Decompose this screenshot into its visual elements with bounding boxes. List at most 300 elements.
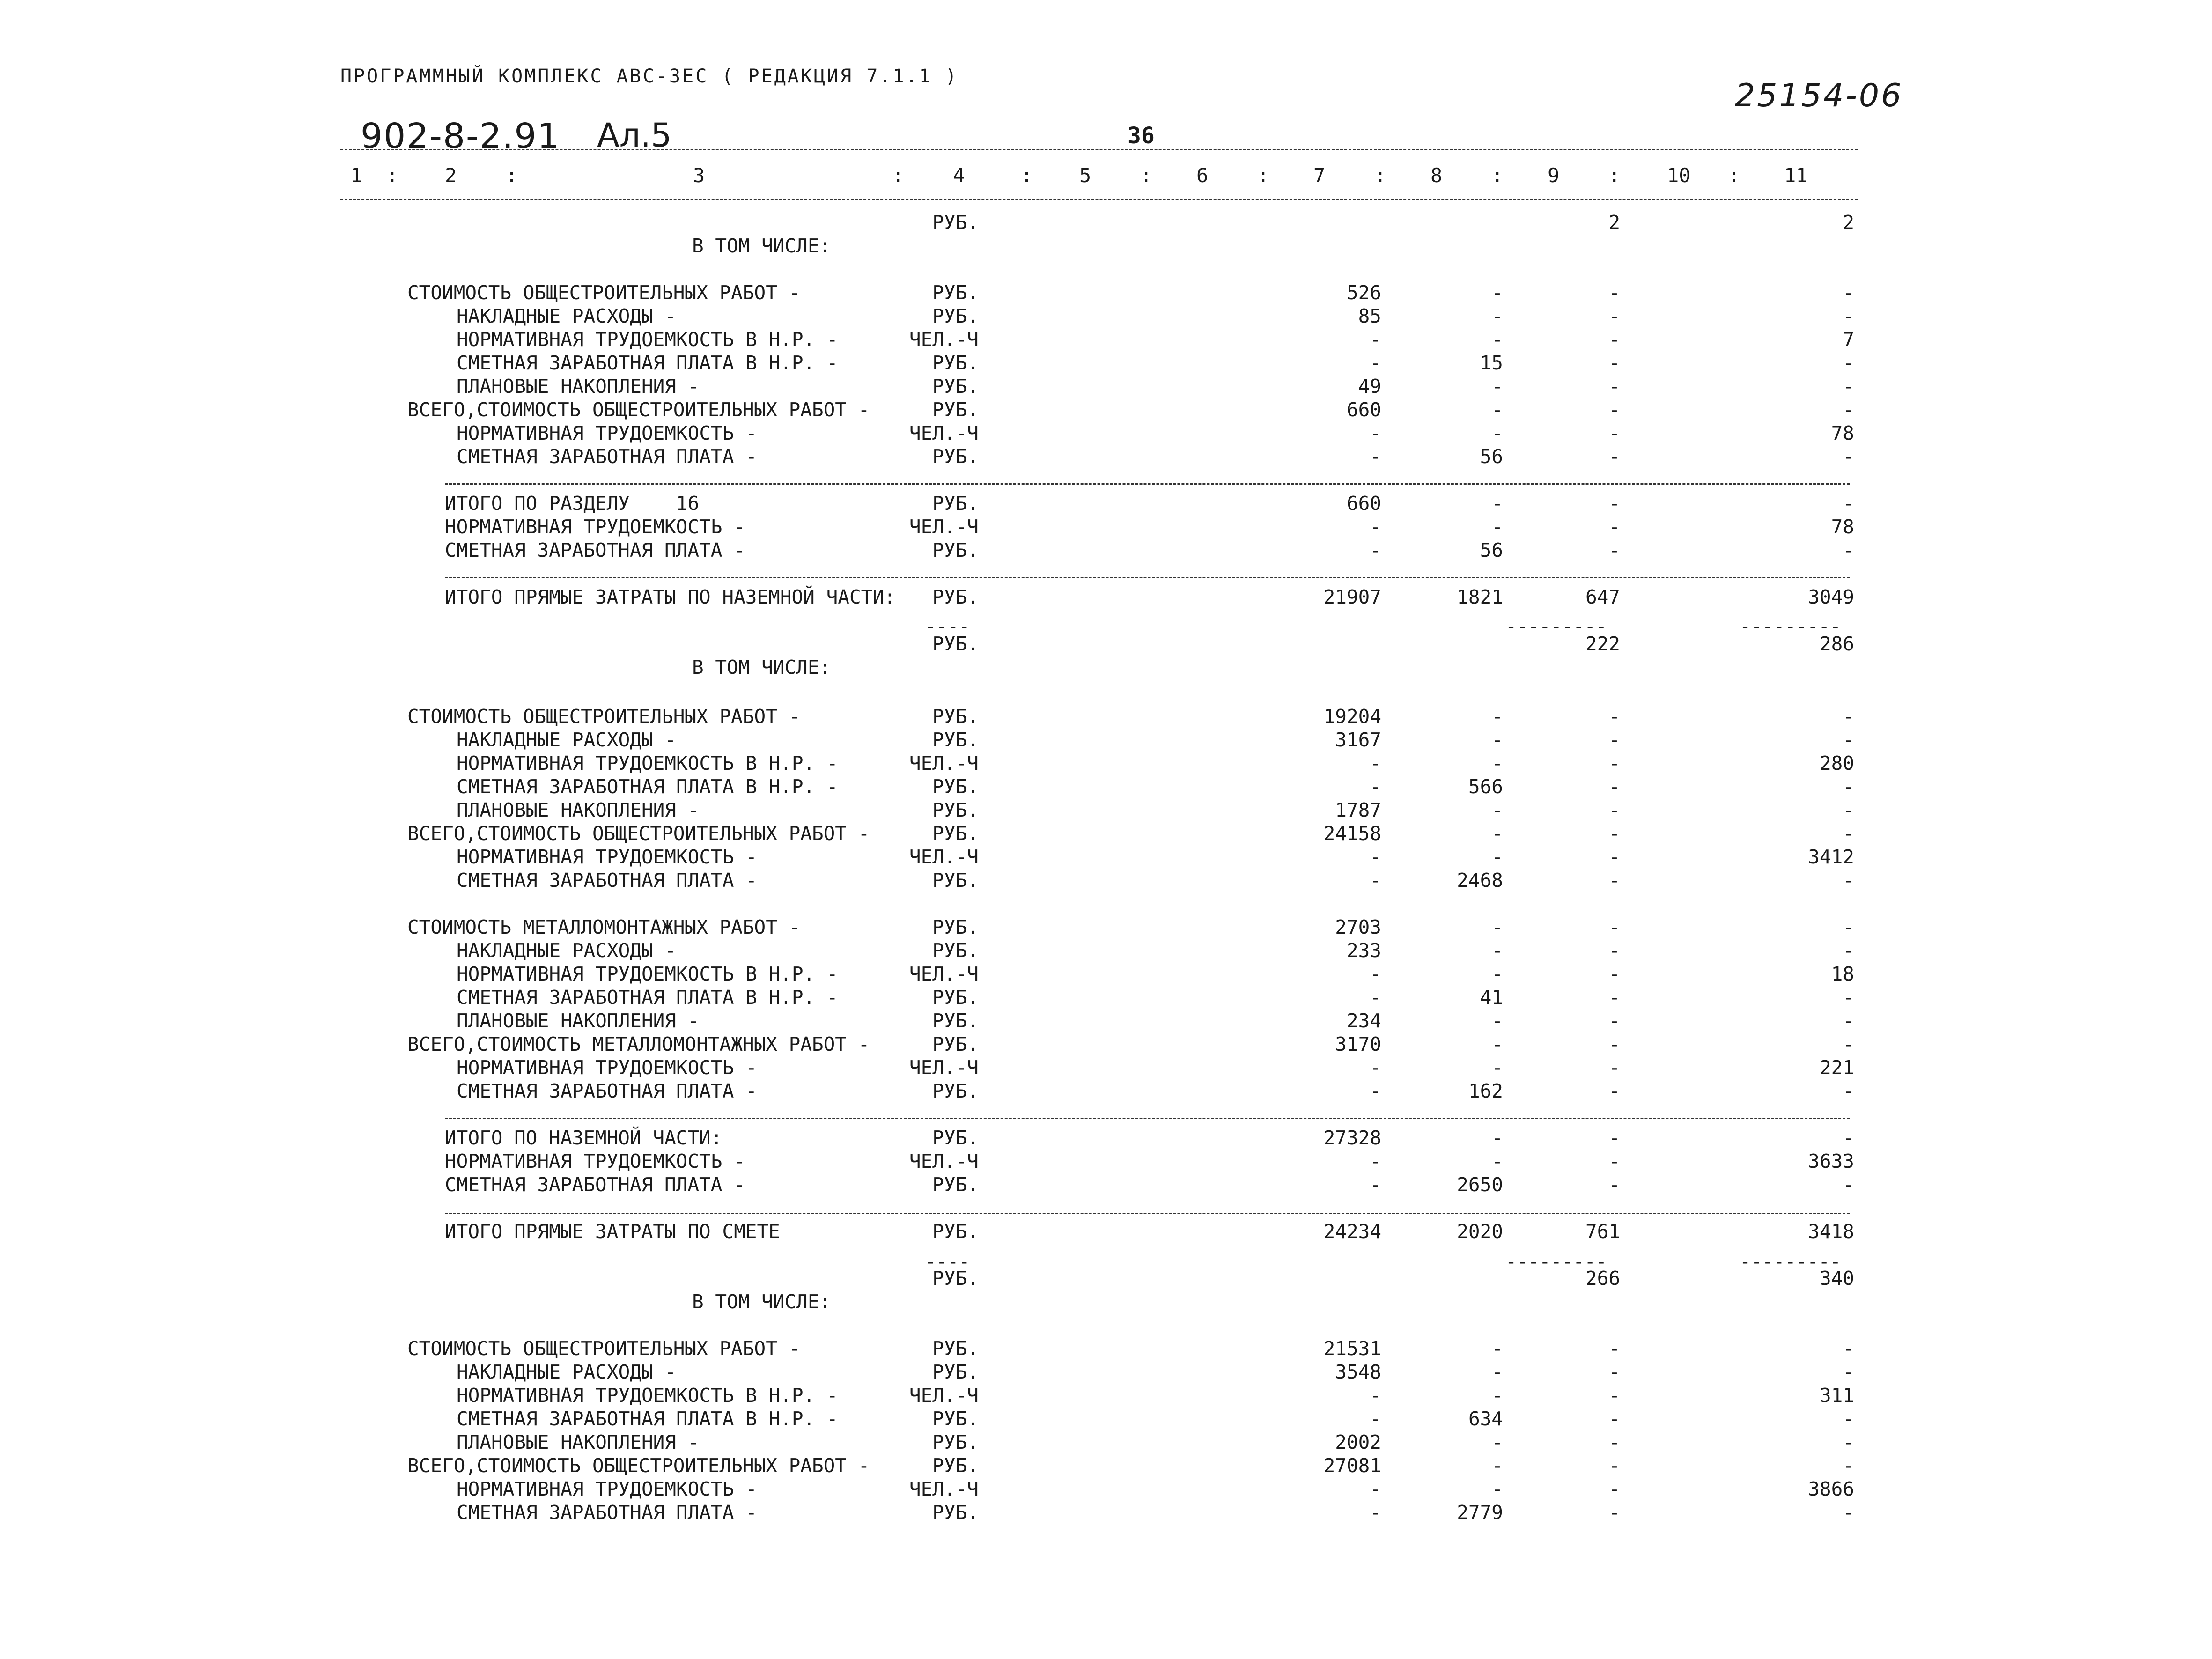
table-row bbox=[0, 281, 2212, 304]
colsep: : bbox=[1021, 164, 1033, 187]
top-rule bbox=[340, 149, 1858, 150]
col11-cell: - bbox=[1843, 305, 1854, 327]
col8-cell: - bbox=[1491, 822, 1503, 845]
table-row bbox=[0, 515, 2212, 538]
sum-underline-col9: --------- bbox=[1505, 1251, 1607, 1273]
table-row bbox=[0, 445, 2212, 468]
col9-cell: - bbox=[1608, 352, 1620, 374]
table-row bbox=[0, 398, 2212, 421]
row-label: НАКЛАДНЫЕ РАСХОДЫ - bbox=[457, 939, 676, 962]
col11-cell: - bbox=[1843, 1173, 1854, 1196]
colsep: : bbox=[1728, 164, 1740, 187]
row-label: ПЛАНОВЫЕ НАКОПЛЕНИЯ - bbox=[457, 799, 700, 821]
row-label: ВСЕГО,СТОИМОСТЬ ОБЩЕСТРОИТЕЛЬНЫХ РАБОТ - bbox=[407, 822, 870, 845]
col11-cell: - bbox=[1843, 375, 1854, 398]
table-row bbox=[0, 775, 2212, 798]
row-label: ИТОГО ПРЯМЫЕ ЗАТРАТЫ ПО НАЗЕМНОЙ ЧАСТИ: bbox=[445, 586, 896, 608]
row-label: НАКЛАДНЫЕ РАСХОДЫ - bbox=[457, 729, 676, 751]
col7-cell: - bbox=[1370, 986, 1381, 1009]
col11-cell: - bbox=[1843, 398, 1854, 421]
unit-cell: РУБ. bbox=[932, 1337, 979, 1360]
col11-cell: - bbox=[1843, 869, 1854, 892]
row-label: СТОИМОСТЬ МЕТАЛЛОМОНТАЖНЫХ РАБОТ - bbox=[407, 916, 801, 938]
col11-cell: - bbox=[1843, 281, 1854, 304]
col7-cell: - bbox=[1370, 752, 1381, 774]
col7-cell: 3170 bbox=[1335, 1033, 1381, 1055]
unit-cell: РУБ. bbox=[932, 586, 979, 608]
table-row bbox=[0, 1407, 2212, 1430]
unit-cell: РУБ. bbox=[932, 1220, 979, 1243]
row-label: НОРМАТИВНАЯ ТРУДОЕМКОСТЬ В Н.Р. - bbox=[457, 1384, 838, 1407]
unit-cell: ЧЕЛ.-Ч bbox=[909, 963, 979, 985]
section-rule bbox=[445, 577, 1850, 578]
col7-cell: 234 bbox=[1346, 1010, 1381, 1032]
section-rule bbox=[445, 483, 1850, 485]
col9-cell: - bbox=[1608, 939, 1620, 962]
col8-cell: - bbox=[1491, 375, 1503, 398]
unit-cell: РУБ. bbox=[932, 705, 979, 728]
col9-cell: - bbox=[1608, 1408, 1620, 1430]
col9-cell: - bbox=[1608, 445, 1620, 468]
unit-cell: ЧЕЛ.-Ч bbox=[909, 516, 979, 538]
unit-cell: РУБ. bbox=[932, 1267, 979, 1290]
col8-cell: 2468 bbox=[1457, 869, 1503, 892]
row-label: СМЕТНАЯ ЗАРАБОТНАЯ ПЛАТА - bbox=[457, 869, 757, 892]
col7-cell: 24158 bbox=[1323, 822, 1381, 845]
col8-cell: 162 bbox=[1468, 1080, 1503, 1102]
col11-cell: - bbox=[1843, 492, 1854, 515]
col8-cell: - bbox=[1491, 328, 1503, 351]
unit-cell: РУБ. bbox=[932, 1010, 979, 1032]
col7-cell: 27081 bbox=[1323, 1454, 1381, 1477]
col7-cell: - bbox=[1370, 445, 1381, 468]
col7-cell: 21907 bbox=[1323, 586, 1381, 608]
col9-cell: - bbox=[1608, 375, 1620, 398]
table-row bbox=[0, 1009, 2212, 1032]
table-row bbox=[0, 1337, 2212, 1360]
col8-cell: - bbox=[1491, 963, 1503, 985]
col7-cell: - bbox=[1370, 328, 1381, 351]
unit-cell: РУБ. bbox=[932, 916, 979, 938]
col7-cell: - bbox=[1370, 869, 1381, 892]
col7-cell: - bbox=[1370, 352, 1381, 374]
col11-cell: 3412 bbox=[1808, 846, 1854, 868]
col8-cell: 566 bbox=[1468, 775, 1503, 798]
row-label: НОРМАТИВНАЯ ТРУДОЕМКОСТЬ - bbox=[457, 1478, 757, 1500]
unit-cell: РУБ. bbox=[932, 352, 979, 374]
unit-cell: РУБ. bbox=[932, 1408, 979, 1430]
col8-cell: - bbox=[1491, 916, 1503, 938]
col7-cell: 660 bbox=[1346, 398, 1381, 421]
col11-cell: 78 bbox=[1831, 422, 1854, 444]
colnum-9: 9 bbox=[1548, 164, 1560, 187]
unit-underline: ---- bbox=[925, 1251, 970, 1273]
col9-cell: - bbox=[1608, 1056, 1620, 1079]
row-label: В ТОМ ЧИСЛЕ: bbox=[692, 235, 831, 257]
col11-cell: 221 bbox=[1819, 1056, 1854, 1079]
col7-cell: 27328 bbox=[1323, 1127, 1381, 1149]
table-row bbox=[0, 375, 2212, 398]
table-row bbox=[0, 211, 2212, 234]
row-label: НОРМАТИВНАЯ ТРУДОЕМКОСТЬ В Н.Р. - bbox=[457, 328, 838, 351]
row-label: ИТОГО ПО НАЗЕМНОЙ ЧАСТИ: bbox=[445, 1127, 723, 1149]
col7-cell: - bbox=[1370, 1173, 1381, 1196]
col11-cell: - bbox=[1843, 1501, 1854, 1524]
table-row bbox=[0, 1290, 2212, 1313]
colsep: : bbox=[1140, 164, 1152, 187]
row-label: ПЛАНОВЫЕ НАКОПЛЕНИЯ - bbox=[457, 375, 700, 398]
col9-cell: - bbox=[1608, 869, 1620, 892]
row-label: СМЕТНАЯ ЗАРАБОТНАЯ ПЛАТА В Н.Р. - bbox=[457, 986, 838, 1009]
unit-cell: РУБ. bbox=[932, 1173, 979, 1196]
col11-cell: - bbox=[1843, 445, 1854, 468]
col11-cell: 3418 bbox=[1808, 1220, 1854, 1243]
col7-cell: - bbox=[1370, 516, 1381, 538]
row-label: СМЕТНАЯ ЗАРАБОТНАЯ ПЛАТА - bbox=[445, 1173, 745, 1196]
col9-cell: - bbox=[1608, 492, 1620, 515]
row-label: ВСЕГО,СТОИМОСТЬ МЕТАЛЛОМОНТАЖНЫХ РАБОТ - bbox=[407, 1033, 870, 1055]
sum-underline-col11: --------- bbox=[1740, 1251, 1841, 1273]
table-row bbox=[0, 705, 2212, 728]
col9-cell: - bbox=[1608, 963, 1620, 985]
table-row bbox=[0, 962, 2212, 986]
unit-cell: РУБ. bbox=[932, 822, 979, 845]
table-row bbox=[0, 1220, 2212, 1243]
row-label: НОРМАТИВНАЯ ТРУДОЕМКОСТЬ - bbox=[457, 846, 757, 868]
table-row bbox=[0, 1384, 2212, 1407]
col7-cell: - bbox=[1370, 1056, 1381, 1079]
col9-cell: - bbox=[1608, 422, 1620, 444]
table-row bbox=[0, 752, 2212, 775]
col9-cell: - bbox=[1608, 1501, 1620, 1524]
col11-cell: - bbox=[1843, 1033, 1854, 1055]
col9-cell: - bbox=[1608, 1384, 1620, 1407]
unit-cell: РУБ. bbox=[932, 1080, 979, 1102]
col11-cell: - bbox=[1843, 705, 1854, 728]
row-label: НОРМАТИВНАЯ ТРУДОЕМКОСТЬ В Н.Р. - bbox=[457, 752, 838, 774]
col9-cell: - bbox=[1608, 281, 1620, 304]
unit-cell: ЧЕЛ.-Ч bbox=[909, 328, 979, 351]
row-label: НОРМАТИВНАЯ ТРУДОЕМКОСТЬ - bbox=[457, 1056, 757, 1079]
row-label: СТОИМОСТЬ ОБЩЕСТРОИТЕЛЬНЫХ РАБОТ - bbox=[407, 1337, 801, 1360]
header-rule bbox=[340, 199, 1858, 200]
colsep: : bbox=[1257, 164, 1269, 187]
colnum-6: 6 bbox=[1196, 164, 1209, 187]
col8-cell: 15 bbox=[1480, 352, 1503, 374]
col11-cell: - bbox=[1843, 729, 1854, 751]
col11-cell: - bbox=[1843, 822, 1854, 845]
col8-cell: - bbox=[1491, 1127, 1503, 1149]
table-row bbox=[0, 234, 2212, 258]
table-row bbox=[0, 1454, 2212, 1477]
colnum-10: 10 bbox=[1667, 164, 1691, 187]
col7-cell: 21531 bbox=[1323, 1337, 1381, 1360]
col8-cell: - bbox=[1491, 846, 1503, 868]
row-label: ИТОГО ПРЯМЫЕ ЗАТРАТЫ ПО СМЕТЕ bbox=[445, 1220, 780, 1243]
col9-cell: 266 bbox=[1585, 1267, 1620, 1290]
col8-cell: - bbox=[1491, 1384, 1503, 1407]
col9-cell: - bbox=[1608, 986, 1620, 1009]
col9-cell: - bbox=[1608, 799, 1620, 821]
unit-cell: РУБ. bbox=[932, 869, 979, 892]
colsep: : bbox=[1491, 164, 1504, 187]
table-row bbox=[0, 1032, 2212, 1056]
table-row bbox=[0, 1126, 2212, 1150]
col9-cell: - bbox=[1608, 775, 1620, 798]
row-label: НОРМАТИВНАЯ ТРУДОЕМКОСТЬ - bbox=[457, 422, 757, 444]
sum-underline-col11: --------- bbox=[1740, 616, 1841, 637]
colnum-1: 1 bbox=[350, 164, 362, 187]
col11-cell: - bbox=[1843, 916, 1854, 938]
col8-cell: - bbox=[1491, 1033, 1503, 1055]
row-label: СМЕТНАЯ ЗАРАБОТНАЯ ПЛАТА - bbox=[445, 539, 745, 561]
col7-cell: - bbox=[1370, 963, 1381, 985]
col8-cell: - bbox=[1491, 305, 1503, 327]
unit-cell: РУБ. bbox=[932, 445, 979, 468]
row-label: В ТОМ ЧИСЛЕ: bbox=[692, 656, 831, 678]
col7-cell: 3167 bbox=[1335, 729, 1381, 751]
unit-cell: ЧЕЛ.-Ч bbox=[909, 1150, 979, 1172]
table-row bbox=[0, 728, 2212, 752]
col7-cell: - bbox=[1370, 1478, 1381, 1500]
unit-underline: ---- bbox=[925, 616, 970, 637]
row-label: ПЛАНОВЫЕ НАКОПЛЕНИЯ - bbox=[457, 1431, 700, 1453]
colnum-3: 3 bbox=[693, 164, 705, 187]
col11-cell: 340 bbox=[1819, 1267, 1854, 1290]
table-row bbox=[0, 492, 2212, 515]
row-label: НАКЛАДНЫЕ РАСХОДЫ - bbox=[457, 1361, 676, 1383]
table-row bbox=[0, 421, 2212, 445]
unit-cell: РУБ. bbox=[932, 1361, 979, 1383]
col8-cell: 2650 bbox=[1457, 1173, 1503, 1196]
col11-cell: 280 bbox=[1819, 752, 1854, 774]
col7-cell: - bbox=[1370, 775, 1381, 798]
col7-cell: 19204 bbox=[1323, 705, 1381, 728]
table-row bbox=[0, 1173, 2212, 1196]
row-label: В ТОМ ЧИСЛЕ: bbox=[692, 1290, 831, 1313]
colsep: : bbox=[386, 164, 398, 187]
col8-cell: - bbox=[1491, 939, 1503, 962]
table-row bbox=[0, 798, 2212, 822]
unit-cell: РУБ. bbox=[932, 398, 979, 421]
colnum-5: 5 bbox=[1079, 164, 1091, 187]
col8-cell: 2020 bbox=[1457, 1220, 1503, 1243]
colsep: : bbox=[1608, 164, 1621, 187]
col8-cell: - bbox=[1491, 1478, 1503, 1500]
row-label: ВСЕГО,СТОИМОСТЬ ОБЩЕСТРОИТЕЛЬНЫХ РАБОТ - bbox=[407, 1454, 870, 1477]
colnum-8: 8 bbox=[1430, 164, 1443, 187]
table-row bbox=[0, 1501, 2212, 1524]
row-label: ВСЕГО,СТОИМОСТЬ ОБЩЕСТРОИТЕЛЬНЫХ РАБОТ - bbox=[407, 398, 870, 421]
table-row bbox=[0, 304, 2212, 328]
col8-cell: - bbox=[1491, 705, 1503, 728]
program-title: ПРОГРАММНЫЙ КОМПЛЕКС АВС-3ЕС ( РЕДАКЦИЯ 7.1.1 ) bbox=[340, 66, 959, 87]
col8-cell: - bbox=[1491, 516, 1503, 538]
col11-cell: - bbox=[1843, 1431, 1854, 1453]
col9-cell: - bbox=[1608, 705, 1620, 728]
table-row bbox=[0, 632, 2212, 656]
col9-cell: - bbox=[1608, 1033, 1620, 1055]
col11-cell: - bbox=[1843, 539, 1854, 561]
table-row bbox=[0, 1360, 2212, 1384]
table-row bbox=[0, 869, 2212, 892]
section-rule bbox=[445, 1118, 1850, 1119]
col7-cell: - bbox=[1370, 846, 1381, 868]
col7-cell: - bbox=[1370, 1080, 1381, 1102]
unit-cell: ЧЕЛ.-Ч bbox=[909, 1384, 979, 1407]
col9-cell: 761 bbox=[1585, 1220, 1620, 1243]
col11-cell: 3049 bbox=[1808, 586, 1854, 608]
table-row bbox=[0, 585, 2212, 609]
col11-cell: - bbox=[1843, 799, 1854, 821]
col11-cell: - bbox=[1843, 775, 1854, 798]
unit-cell: РУБ. bbox=[932, 539, 979, 561]
unit-cell: РУБ. bbox=[932, 375, 979, 398]
col8-cell: - bbox=[1491, 492, 1503, 515]
unit-cell: ЧЕЛ.-Ч bbox=[909, 752, 979, 774]
col8-cell: 634 bbox=[1468, 1408, 1503, 1430]
colsep: : bbox=[1374, 164, 1386, 187]
row-label: СМЕТНАЯ ЗАРАБОТНАЯ ПЛАТА - bbox=[457, 1501, 757, 1524]
col8-cell: - bbox=[1491, 1010, 1503, 1032]
col9-cell: - bbox=[1608, 1454, 1620, 1477]
unit-cell: РУБ. bbox=[932, 1033, 979, 1055]
col11-cell: - bbox=[1843, 939, 1854, 962]
unit-cell: РУБ. bbox=[932, 1431, 979, 1453]
col9-cell: - bbox=[1608, 1337, 1620, 1360]
col7-cell: - bbox=[1370, 422, 1381, 444]
row-label: НОРМАТИВНАЯ ТРУДОЕМКОСТЬ - bbox=[445, 516, 745, 538]
col11-cell: 3633 bbox=[1808, 1150, 1854, 1172]
col9-cell: - bbox=[1608, 916, 1620, 938]
col7-cell: - bbox=[1370, 1150, 1381, 1172]
col9-cell: - bbox=[1608, 539, 1620, 561]
unit-cell: ЧЕЛ.-Ч bbox=[909, 1478, 979, 1500]
row-label: НАКЛАДНЫЕ РАСХОДЫ - bbox=[457, 305, 676, 327]
col11-cell: - bbox=[1843, 1361, 1854, 1383]
unit-cell: РУБ. bbox=[932, 775, 979, 798]
col11-cell: - bbox=[1843, 352, 1854, 374]
col8-cell: - bbox=[1491, 422, 1503, 444]
col9-cell: 2 bbox=[1608, 211, 1620, 234]
col9-cell: - bbox=[1608, 1010, 1620, 1032]
col7-cell: 2002 bbox=[1335, 1431, 1381, 1453]
document-code: 25154-06 bbox=[1735, 77, 1903, 114]
col8-cell: - bbox=[1491, 398, 1503, 421]
table-row bbox=[0, 351, 2212, 375]
col11-cell: 286 bbox=[1819, 633, 1854, 655]
col8-cell: 1821 bbox=[1457, 586, 1503, 608]
col11-cell: 3866 bbox=[1808, 1478, 1854, 1500]
col7-cell: 660 bbox=[1346, 492, 1381, 515]
col9-cell: - bbox=[1608, 1173, 1620, 1196]
row-label: ИТОГО ПО РАЗДЕЛУ 16 bbox=[445, 492, 700, 515]
table-row bbox=[0, 1267, 2212, 1290]
unit-cell: РУБ. bbox=[932, 986, 979, 1009]
col7-cell: 526 bbox=[1346, 281, 1381, 304]
col9-cell: - bbox=[1608, 516, 1620, 538]
row-label: СМЕТНАЯ ЗАРАБОТНАЯ ПЛАТА В Н.Р. - bbox=[457, 775, 838, 798]
col7-cell: - bbox=[1370, 1384, 1381, 1407]
col8-cell: - bbox=[1491, 1337, 1503, 1360]
table-row bbox=[0, 1056, 2212, 1079]
col8-cell: - bbox=[1491, 1361, 1503, 1383]
col8-cell: 56 bbox=[1480, 445, 1503, 468]
unit-cell: РУБ. bbox=[932, 492, 979, 515]
col11-cell: 311 bbox=[1819, 1384, 1854, 1407]
row-label: СТОИМОСТЬ ОБЩЕСТРОИТЕЛЬНЫХ РАБОТ - bbox=[407, 281, 801, 304]
col8-cell: 56 bbox=[1480, 539, 1503, 561]
row-label: НОРМАТИВНАЯ ТРУДОЕМКОСТЬ В Н.Р. - bbox=[457, 963, 838, 985]
unit-cell: РУБ. bbox=[932, 799, 979, 821]
col8-cell: - bbox=[1491, 799, 1503, 821]
colsep: : bbox=[506, 164, 518, 187]
table-row bbox=[0, 1430, 2212, 1454]
col11-cell: - bbox=[1843, 1080, 1854, 1102]
unit-cell: РУБ. bbox=[932, 1454, 979, 1477]
col7-cell: 49 bbox=[1358, 375, 1381, 398]
col9-cell: - bbox=[1608, 1478, 1620, 1500]
table-row bbox=[0, 1150, 2212, 1173]
table-row bbox=[0, 845, 2212, 869]
unit-cell: ЧЕЛ.-Ч bbox=[909, 846, 979, 868]
sheet-number: Ал.5 bbox=[597, 116, 672, 155]
unit-cell: ЧЕЛ.-Ч bbox=[909, 1056, 979, 1079]
col9-cell: - bbox=[1608, 328, 1620, 351]
col9-cell: - bbox=[1608, 846, 1620, 868]
col8-cell: - bbox=[1491, 752, 1503, 774]
col9-cell: - bbox=[1608, 1361, 1620, 1383]
unit-cell: РУБ. bbox=[932, 1501, 979, 1524]
row-label: СТОИМОСТЬ ОБЩЕСТРОИТЕЛЬНЫХ РАБОТ - bbox=[407, 705, 801, 728]
page-number: 36 bbox=[1128, 123, 1155, 149]
unit-cell: ЧЕЛ.-Ч bbox=[909, 422, 979, 444]
colnum-4: 4 bbox=[953, 164, 965, 187]
table-row bbox=[0, 915, 2212, 939]
colnum-7: 7 bbox=[1313, 164, 1326, 187]
table-row bbox=[0, 1477, 2212, 1501]
table-row bbox=[0, 939, 2212, 962]
col7-cell: 2703 bbox=[1335, 916, 1381, 938]
col9-cell: - bbox=[1608, 752, 1620, 774]
col8-cell: - bbox=[1491, 729, 1503, 751]
unit-cell: РУБ. bbox=[932, 211, 979, 234]
section-rule bbox=[445, 1213, 1850, 1214]
col9-cell: - bbox=[1608, 305, 1620, 327]
row-label: СМЕТНАЯ ЗАРАБОТНАЯ ПЛАТА - bbox=[457, 1080, 757, 1102]
col11-cell: 78 bbox=[1831, 516, 1854, 538]
col8-cell: - bbox=[1491, 1150, 1503, 1172]
col11-cell: - bbox=[1843, 1127, 1854, 1149]
col7-cell: - bbox=[1370, 1408, 1381, 1430]
table-row bbox=[0, 656, 2212, 679]
unit-cell: РУБ. bbox=[932, 633, 979, 655]
colsep: : bbox=[892, 164, 904, 187]
row-label: НОРМАТИВНАЯ ТРУДОЕМКОСТЬ - bbox=[445, 1150, 745, 1172]
col7-cell: 233 bbox=[1346, 939, 1381, 962]
row-label: СМЕТНАЯ ЗАРАБОТНАЯ ПЛАТА - bbox=[457, 445, 757, 468]
unit-cell: РУБ. bbox=[932, 1127, 979, 1149]
col9-cell: - bbox=[1608, 1080, 1620, 1102]
col8-cell: 2779 bbox=[1457, 1501, 1503, 1524]
col9-cell: - bbox=[1608, 1431, 1620, 1453]
col8-cell: - bbox=[1491, 1056, 1503, 1079]
sum-underline-col9: --------- bbox=[1505, 616, 1607, 637]
table-row bbox=[0, 986, 2212, 1009]
col8-cell: - bbox=[1491, 1431, 1503, 1453]
unit-cell: РУБ. bbox=[932, 729, 979, 751]
col11-cell: 18 bbox=[1831, 963, 1854, 985]
